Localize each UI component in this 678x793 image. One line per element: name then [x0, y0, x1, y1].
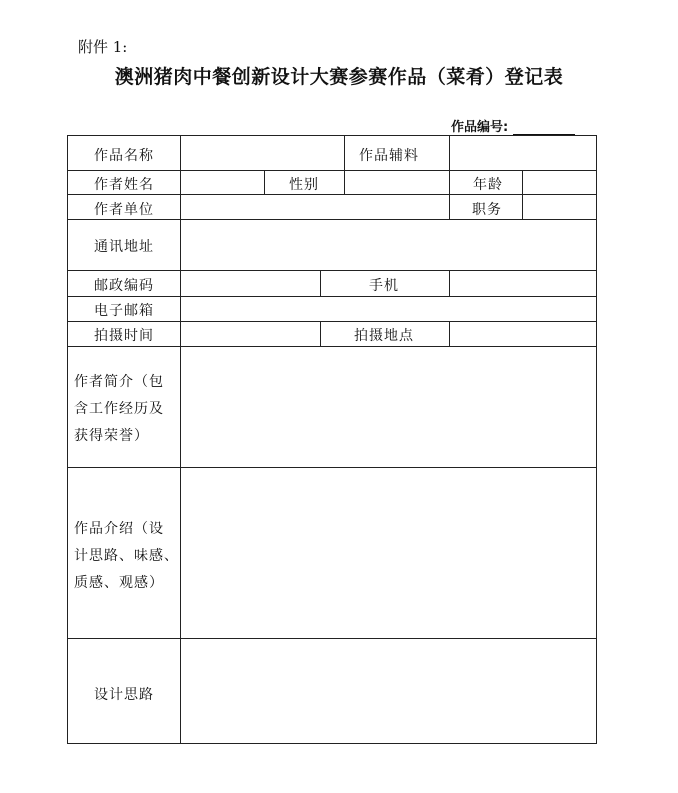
position-label: 职务	[472, 202, 502, 218]
work-ingredients-field[interactable]	[450, 136, 596, 170]
column-divider	[449, 170, 450, 219]
author-name-label: 作者姓名	[94, 177, 154, 193]
address-label: 通讯地址	[94, 239, 154, 255]
work-number-field[interactable]	[513, 121, 575, 135]
gender-field[interactable]	[345, 171, 449, 194]
author-name-field[interactable]	[181, 171, 264, 194]
annex-label: 附件 1:	[78, 38, 128, 56]
design-idea-label: 设计思路	[94, 687, 154, 703]
column-divider	[344, 136, 345, 170]
email-field[interactable]	[181, 297, 596, 321]
work-number-label: 作品编号:	[451, 120, 509, 135]
page-title: 澳洲猪肉中餐创新设计大赛参赛作品（菜肴）登记表	[114, 66, 564, 88]
column-divider	[320, 321, 321, 346]
shoot-time-field[interactable]	[181, 322, 320, 346]
shoot-place-label: 拍摄地点	[354, 328, 414, 344]
mobile-label: 手机	[369, 278, 399, 294]
column-divider	[264, 170, 265, 194]
author-bio-field[interactable]	[181, 347, 596, 467]
row-divider	[68, 170, 596, 171]
column-divider	[320, 270, 321, 296]
work-intro-label: 作品介绍（设 计思路、味感、 质感、观感）	[74, 521, 179, 591]
shoot-place-field[interactable]	[450, 322, 596, 346]
postcode-field[interactable]	[181, 271, 320, 296]
shoot-time-label: 拍摄时间	[94, 328, 154, 344]
author-bio-label: 作者简介（包 含工作经历及 获得荣誉）	[74, 374, 164, 444]
gender-label: 性别	[289, 177, 319, 193]
registration-form	[67, 135, 597, 744]
work-number	[451, 116, 575, 135]
age-label: 年龄	[473, 177, 503, 193]
author-unit-label: 作者单位	[94, 202, 154, 218]
email-label: 电子邮箱	[94, 303, 154, 319]
work-name-label: 作品名称	[94, 148, 154, 164]
design-idea-field[interactable]	[181, 639, 596, 743]
address-field[interactable]	[181, 220, 596, 270]
position-field[interactable]	[523, 195, 596, 219]
age-field[interactable]	[523, 171, 596, 194]
work-intro-field[interactable]	[181, 468, 596, 638]
author-unit-field[interactable]	[181, 195, 449, 219]
postcode-label: 邮政编码	[94, 278, 154, 294]
mobile-field[interactable]	[450, 271, 596, 296]
work-name-field[interactable]	[181, 136, 344, 170]
work-ingredients-label: 作品辅料	[359, 148, 419, 164]
